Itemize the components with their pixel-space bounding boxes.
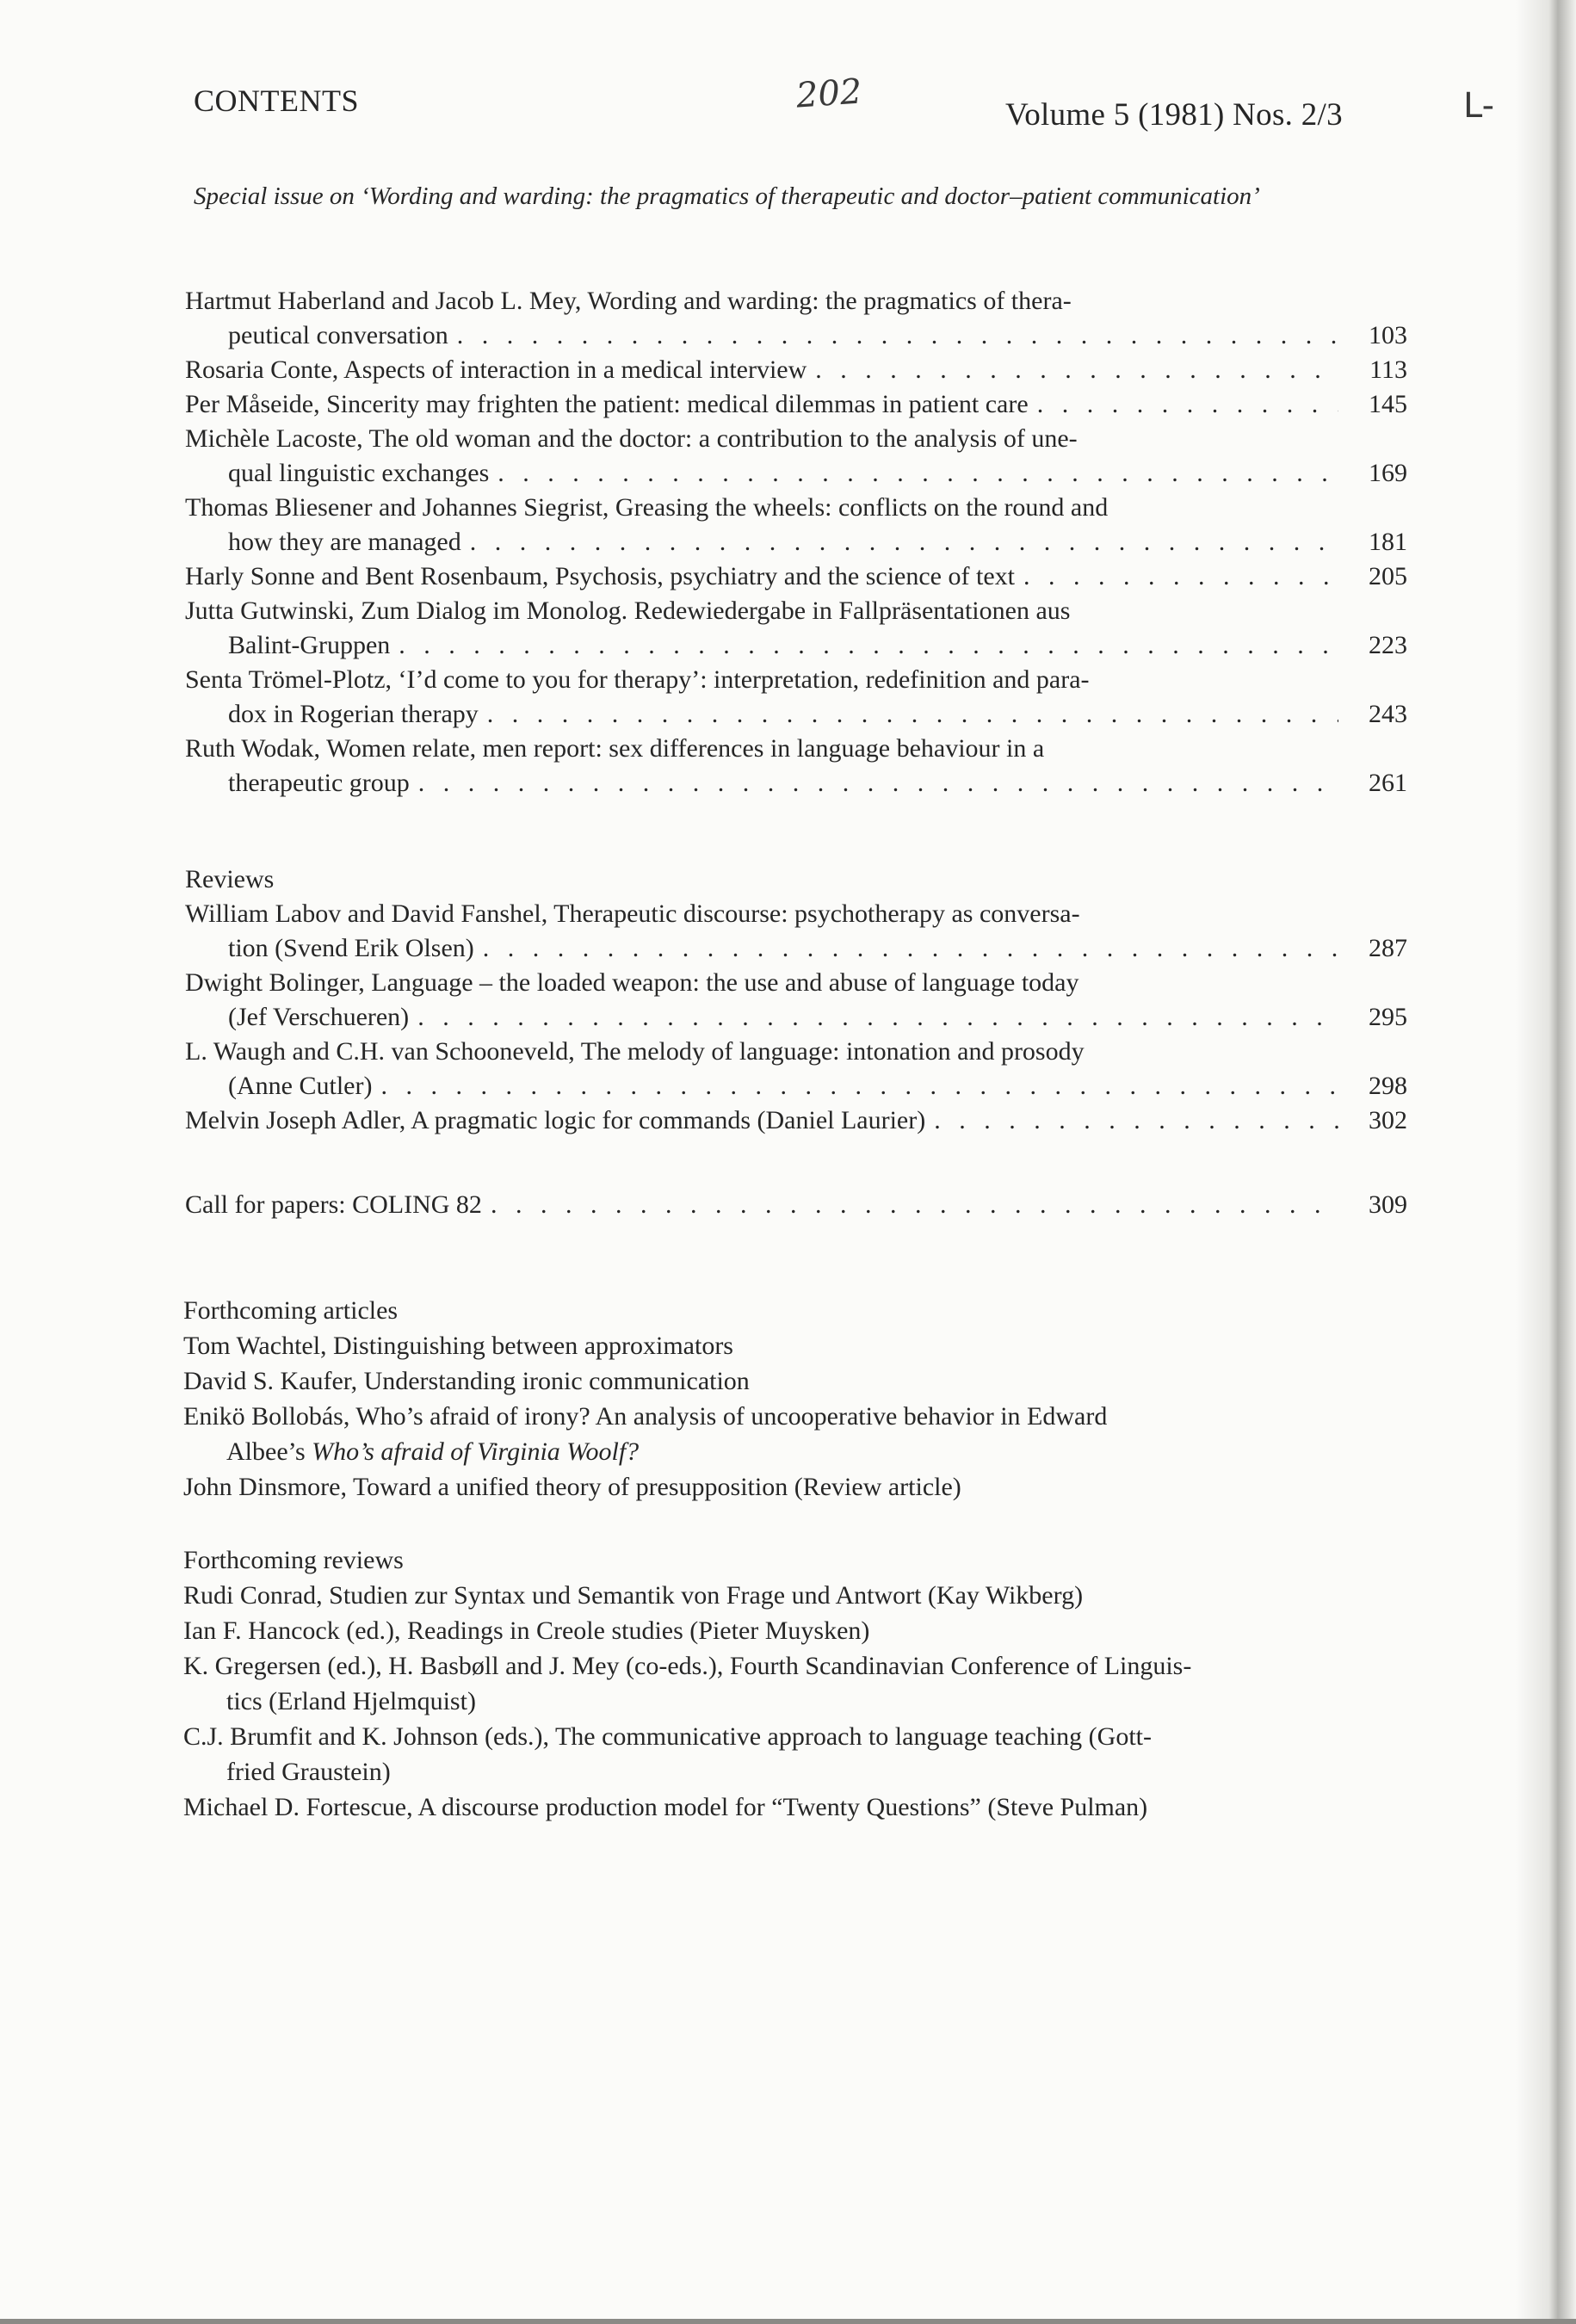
- review-entry: [185, 1035, 1407, 1103]
- review-entry-title: Melvin Joseph Adler, A pragmatic logic for commands (Daniel Laurier): [185, 1106, 926, 1134]
- forthcoming-review-text: C.J. Brumfit and K. Johnson (eds.), The communicative approach to language teaching (Gott-: [183, 1722, 1152, 1751]
- page-number: 169: [1369, 459, 1407, 487]
- page-bottom-edge: [0, 2319, 1576, 2324]
- page-number: 295: [1369, 1003, 1407, 1031]
- forthcoming-review-item: Michael D. Fortescue, A discourse production model for “Twenty Questions” (Steve Pulman): [183, 1793, 1148, 1821]
- leader-dots: [491, 1188, 1338, 1222]
- forthcoming-review-item: Rudi Conrad, Studien zur Syntax und Semantik von Frage und Antwort (Kay Wikberg): [183, 1581, 1084, 1610]
- leader-dots: [457, 318, 1338, 353]
- leader-dots: [417, 1000, 1338, 1035]
- toc-entry-title-end: dox in Rogerian therapy: [228, 700, 479, 728]
- leader-dots: [815, 353, 1338, 387]
- forthcoming-reviews-heading: Forthcoming reviews: [183, 1546, 404, 1574]
- review-entry: [185, 966, 1407, 1035]
- review-entry-lead: L. Waugh and C.H. van Schooneveld, The melody of language: intonation and prosody: [185, 1037, 1085, 1066]
- toc-entry: [185, 559, 1407, 594]
- toc-entry-lead: Thomas Bliesener and Johannes Siegrist, Greasing the wheels: conflicts on the round and: [185, 493, 1109, 522]
- toc-entry-lead: Hartmut Haberland and Jacob L. Mey, Wording and warding: the pragmatics of thera-: [185, 287, 1072, 315]
- toc-entry-title-end: Balint-Gruppen: [228, 631, 391, 659]
- leader-dots: [1037, 387, 1338, 422]
- toc-entry: [185, 491, 1407, 559]
- reviews-heading: Reviews: [185, 865, 275, 893]
- page-number: 287: [1369, 934, 1407, 962]
- toc-entry-title-end: qual linguistic exchanges: [228, 459, 490, 487]
- review-entry-lead: Dwight Bolinger, Language – the loaded weapon: the use and abuse of language today: [185, 968, 1079, 997]
- contents-heading: CONTENTS: [194, 83, 359, 118]
- call-for-papers: [185, 1188, 1407, 1222]
- review-entry-end: tion (Svend Erik Olsen): [228, 934, 474, 962]
- page-number: 223: [1369, 631, 1407, 659]
- page-number: 103: [1369, 321, 1407, 349]
- call-for-papers-entry: [185, 1188, 1407, 1222]
- forthcoming-article-item: John Dinsmore, Toward a unified theory of presupposition (Review article): [183, 1473, 961, 1501]
- handwritten-annotation-mark: L-: [1463, 86, 1495, 126]
- forthcoming-review-item: Ian F. Hancock (ed.), Readings in Creole studies (Pieter Muysken): [183, 1616, 870, 1645]
- page-number: 261: [1369, 769, 1407, 797]
- toc-entry-title: Per Måseide, Sincerity may frighten the patient: medical dilemmas in patient care: [185, 390, 1029, 418]
- review-entry-end: (Jef Verschueren): [228, 1003, 410, 1031]
- forthcoming-review-item: [183, 1648, 1406, 1719]
- leader-dots: [418, 766, 1338, 800]
- toc-entry-lead: Michèle Lacoste, The old woman and the doctor: a contribution to the analysis of une-: [185, 424, 1078, 453]
- toc-entry-title-end: therapeutic group: [228, 769, 410, 797]
- page-edge-shadow: [1516, 0, 1576, 2324]
- forthcoming-article-text: Enikö Bollobás, Who’s afraid of irony? An analysis of uncooperative behavior in Edward: [183, 1402, 1108, 1431]
- toc-entry-title: Rosaria Conte, Aspects of interaction in a medical interview: [185, 355, 807, 384]
- review-entry-end: (Anne Cutler): [228, 1072, 373, 1100]
- special-issue-subtitle: Special issue on ‘Wording and warding: the pragmatics of therapeutic and doctor–patient communication’: [194, 182, 1260, 210]
- toc-entry: [185, 663, 1407, 732]
- review-entry: [185, 897, 1407, 966]
- articles-list: [185, 284, 1407, 800]
- forthcoming-article-text-cont: Albee’s: [226, 1437, 312, 1466]
- page-number: 302: [1369, 1106, 1407, 1134]
- leader-dots: [487, 697, 1338, 732]
- forthcoming-article-item: Tom Wachtel, Distinguishing between approximators: [183, 1332, 733, 1360]
- reviews-list: [185, 862, 1407, 1138]
- page-number: 205: [1369, 562, 1407, 590]
- leader-dots: [498, 456, 1338, 491]
- forthcoming-articles-heading: Forthcoming articles: [183, 1296, 399, 1325]
- toc-entry-lead: Jutta Gutwinski, Zum Dialog im Monolog. Redewiedergabe in Fallpräsentationen aus: [185, 596, 1071, 625]
- toc-entry: [185, 594, 1407, 663]
- toc-entry: [185, 284, 1407, 353]
- review-entry-lead: William Labov and David Fanshel, Therapeutic discourse: psychotherapy as conversa-: [185, 899, 1080, 928]
- toc-entry-lead: Senta Trömel-Plotz, ‘I’d come to you for therapy’: interpretation, redefinition and para-: [185, 665, 1090, 694]
- toc-entry-title-end: peutical conversation: [228, 321, 448, 349]
- toc-entry-lead: Ruth Wodak, Women relate, men report: sex differences in language behaviour in a: [185, 734, 1045, 763]
- forthcoming-article-item: [183, 1399, 1406, 1469]
- leader-dots: [483, 931, 1338, 966]
- leader-dots: [470, 525, 1338, 559]
- forthcoming-article-italic-title: Who’s afraid of Virginia Woolf?: [312, 1437, 640, 1466]
- toc-entry: [185, 422, 1407, 491]
- toc-entry-title-end: how they are managed: [228, 528, 461, 556]
- forthcoming-review-text-cont: tics (Erland Hjelmquist): [226, 1687, 476, 1715]
- leader-dots: [399, 628, 1338, 663]
- page-number: 145: [1369, 390, 1407, 418]
- page-number: 113: [1369, 355, 1407, 384]
- handwritten-annotation-number: 202: [794, 71, 863, 116]
- toc-entry-title: Harly Sonne and Bent Rosenbaum, Psychosis, psychiatry and the science of text: [185, 562, 1015, 590]
- toc-entry: [185, 732, 1407, 800]
- page-number: 243: [1369, 700, 1407, 728]
- page-number: 298: [1369, 1072, 1407, 1100]
- forthcoming-articles: [183, 1294, 1406, 1505]
- toc-entry: [185, 387, 1407, 422]
- toc-entry: [185, 353, 1407, 387]
- review-entry: [185, 1103, 1407, 1138]
- forthcoming-reviews: [183, 1543, 1406, 1825]
- forthcoming-review-text: K. Gregersen (ed.), H. Basbøll and J. Mey (co-eds.), Fourth Scandinavian Conference of Linguis-: [183, 1652, 1192, 1680]
- leader-dots: [934, 1103, 1338, 1138]
- forthcoming-article-item: David S. Kaufer, Understanding ironic communication: [183, 1367, 750, 1395]
- page-number: 309: [1369, 1190, 1407, 1219]
- leader-dots: [1023, 559, 1338, 594]
- forthcoming-review-text-cont: fried Graustein): [226, 1758, 391, 1786]
- leader-dots: [380, 1069, 1338, 1103]
- forthcoming-review-item: [183, 1719, 1406, 1789]
- page-number: 181: [1369, 528, 1407, 556]
- volume-info: Volume 5 (1981) Nos. 2/3: [1005, 97, 1343, 133]
- call-for-papers-title: Call for papers: COLING 82: [185, 1190, 482, 1219]
